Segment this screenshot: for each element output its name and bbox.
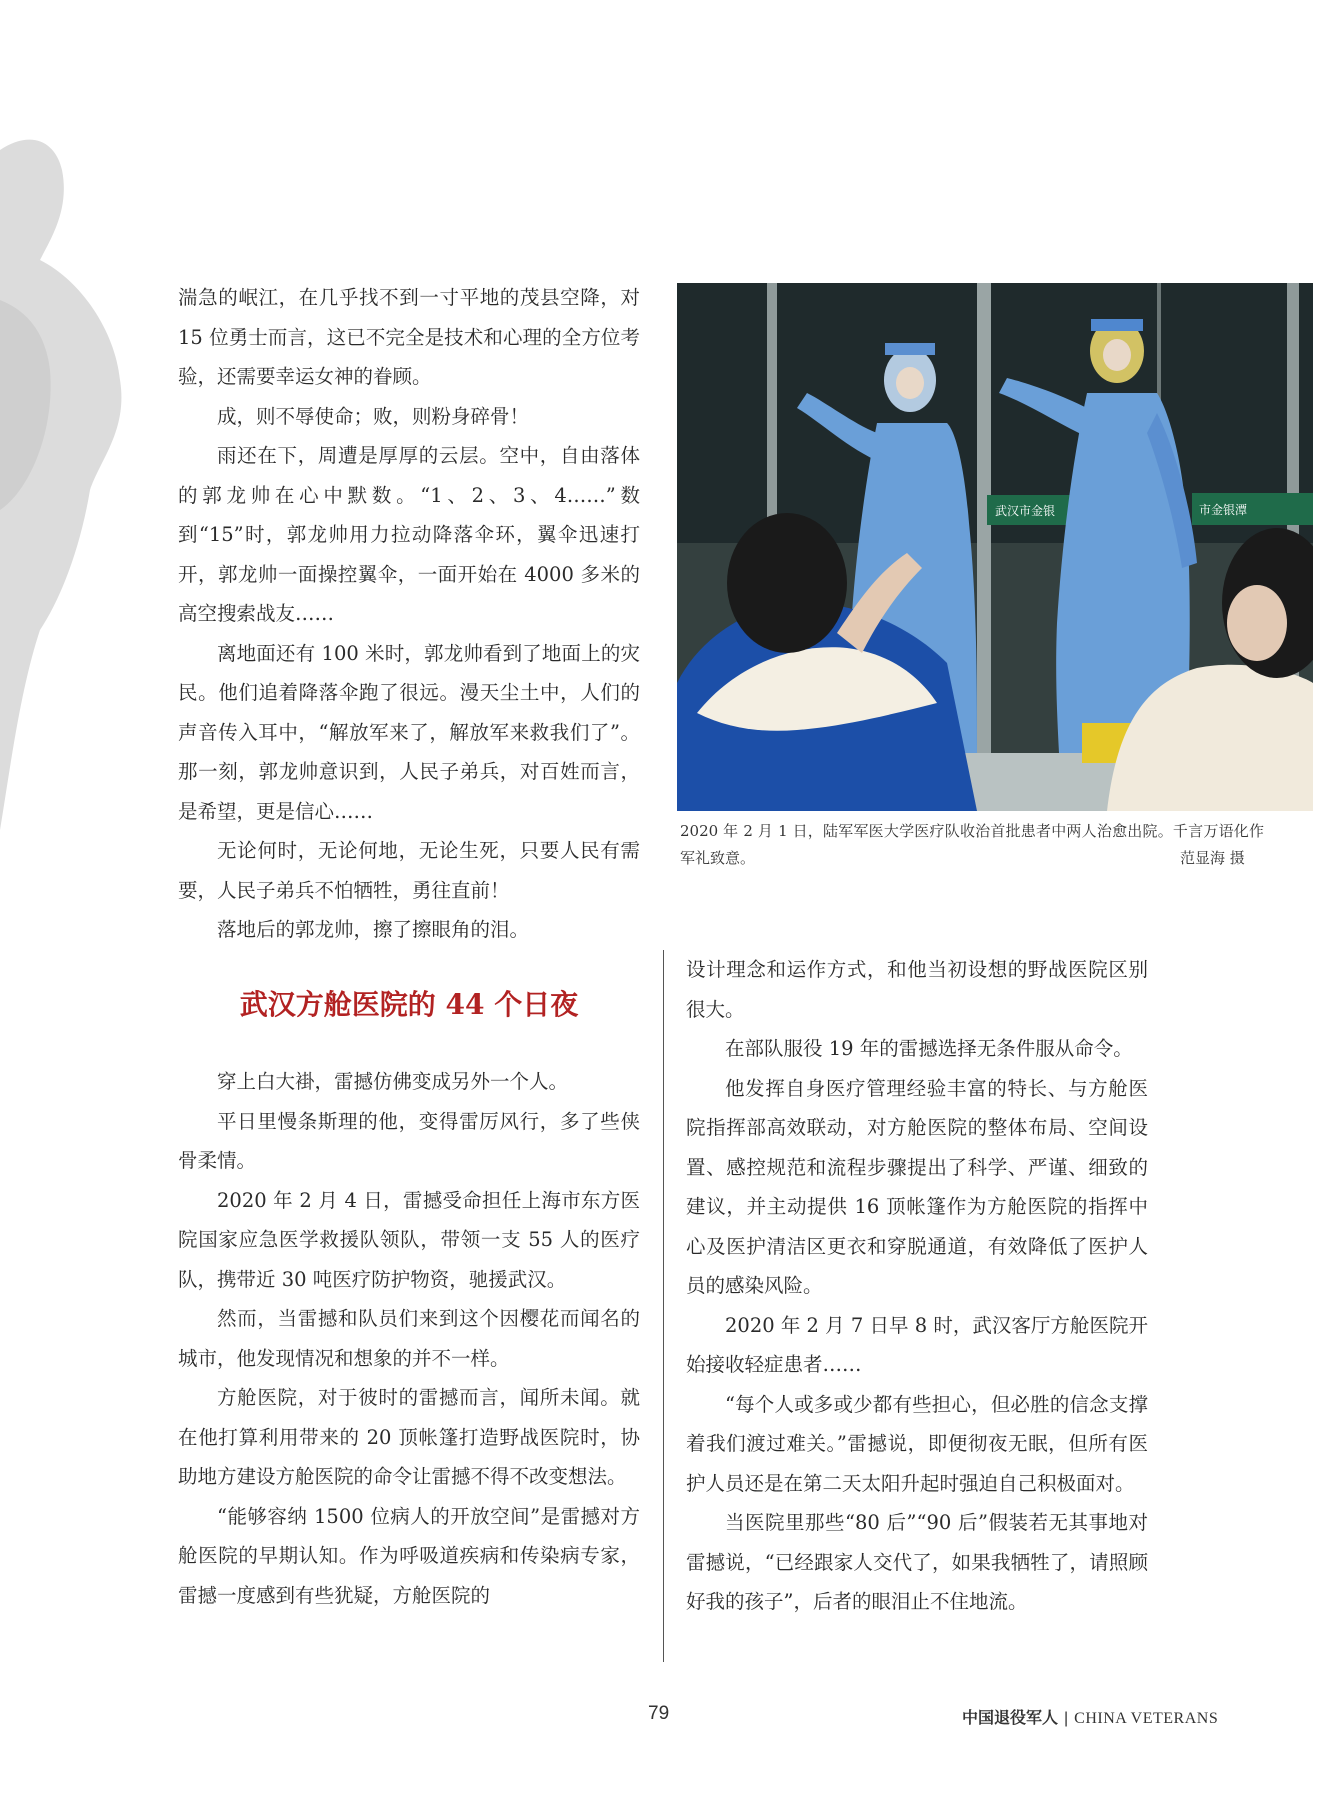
footer-separator: |	[1064, 1710, 1069, 1727]
paragraph: “能够容纳 1500 位病人的开放空间”是雷撼对方舱医院的早期认知。作为呼吸道疾病和传染病专家，雷撼一度感到有些犹疑，方舱医院的	[178, 1504, 640, 1607]
paragraph: 成，则不辱使命；败，则粉身碎骨！	[217, 404, 530, 428]
paragraph: 设计理念和运作方式，和他当初设想的野战医院区别很大。	[686, 958, 1148, 1021]
soldier-silhouette-decoration	[0, 130, 150, 890]
section-title: 武汉方舱医院的 44 个日夜	[239, 988, 579, 1021]
left-column-bottom-text	[178, 1062, 640, 1615]
paragraph: 然而，当雷撼和队员们来到这个因樱花而闻名的城市，他发现情况和想象的并不一样。	[178, 1307, 640, 1370]
svg-text:市金银潭: 市金银潭	[1199, 503, 1248, 517]
photo-credit: 范显海 摄	[1180, 849, 1245, 867]
paragraph: 方舱医院，对于彼时的雷撼而言，闻所未闻。就在他打算利用带来的 20 顶帐篷打造野战医院时，协助地方建设方舱医院的命令让雷撼不得不改变想法。	[178, 1386, 640, 1488]
photo-caption: 2020 年 2 月 1 日，陆军军医大学医疗队收治首批患者中两人治愈出院。千言万语化作军礼致意。	[680, 822, 1264, 867]
paragraph: 穿上白大褂，雷撼仿佛变成另外一个人。	[217, 1070, 569, 1093]
magazine-footer	[962, 1705, 1218, 1728]
paragraph: 雨还在下，周遭是厚厚的云层。空中，自由落体的郭龙帅在心中默数。“1、2、3、4……”数到“15”时，郭龙帅用力拉动降落伞环，翼伞迅速打开，郭龙帅一面操控翼伞，一面开始在 4000 多米的高空搜索战友……	[178, 444, 640, 625]
paragraph: 平日里慢条斯理的他，变得雷厉风行，多了些侠骨柔情。	[178, 1109, 640, 1172]
paragraph: 当医院里那些“80 后”“90 后”假装若无其事地对雷撼说，“已经跟家人交代了，如果我牺牲了，请照顾好我的孩子”，后者的眼泪止不住地流。	[686, 1511, 1148, 1613]
page-number: 79	[648, 1703, 670, 1724]
right-column-text	[686, 950, 1148, 1622]
paragraph: 落地后的郭龙帅，擦了擦眼角的泪。	[217, 918, 530, 941]
paragraph: 在部队服役 19 年的雷撼选择无条件服从命令。	[725, 1037, 1133, 1060]
paragraph: 离地面还有 100 米时，郭龙帅看到了地面上的灾民。他们追着降落伞跑了很远。漫天尘土中，人们的声音传入耳中，“解放军来了，解放军来救我们了”。那一刻，郭龙帅意识到，人民子弟兵，对百姓而言，是希望，更是信心……	[178, 641, 640, 823]
column-divider	[663, 950, 664, 1662]
paragraph: 2020 年 2 月 4 日，雷撼受命担任上海市东方医院国家应急医学救援队领队，带领一支 55 人的医疗队，携带近 30 吨医疗防护物资，驰援武汉。	[178, 1188, 640, 1291]
news-photo	[677, 283, 1313, 811]
magazine-name-en: CHINA VETERANS	[1074, 1710, 1219, 1727]
paragraph: 无论何时，无论何地，无论生死，只要人民有需要，人民子弟兵不怕牺牲，勇往直前！	[178, 839, 640, 902]
svg-text:武汉市金银: 武汉市金银	[995, 504, 1056, 518]
paragraph: 湍急的岷江，在几乎找不到一寸平地的茂县空降，对 15 位勇士而言，这已不完全是技术和心理的全方位考验，还需要幸运女神的眷顾。	[178, 286, 640, 388]
paragraph: 2020 年 2 月 7 日早 8 时，武汉客厅方舱医院开始接收轻症患者……	[686, 1313, 1148, 1376]
left-column-top-text	[178, 278, 640, 950]
paragraph: 他发挥自身医疗管理经验丰富的特长、与方舱医院指挥部高效联动，对方舱医院的整体布局、空间设置、感控规范和流程步骤提出了科学、严谨、细致的建议，并主动提供 16 顶帐篷作为方舱医院的指挥中心及医护清洁区更衣和穿脱通道，有效降低了医护人员的感染风险。	[686, 1076, 1148, 1297]
paragraph: “每个人或多或少都有些担心，但必胜的信念支撑着我们渡过难关。”雷撼说，即便彻夜无眠，但所有医护人员还是在第二天太阳升起时强迫自己积极面对。	[686, 1392, 1148, 1495]
magazine-name-zh: 中国退役军人	[962, 1710, 1059, 1727]
